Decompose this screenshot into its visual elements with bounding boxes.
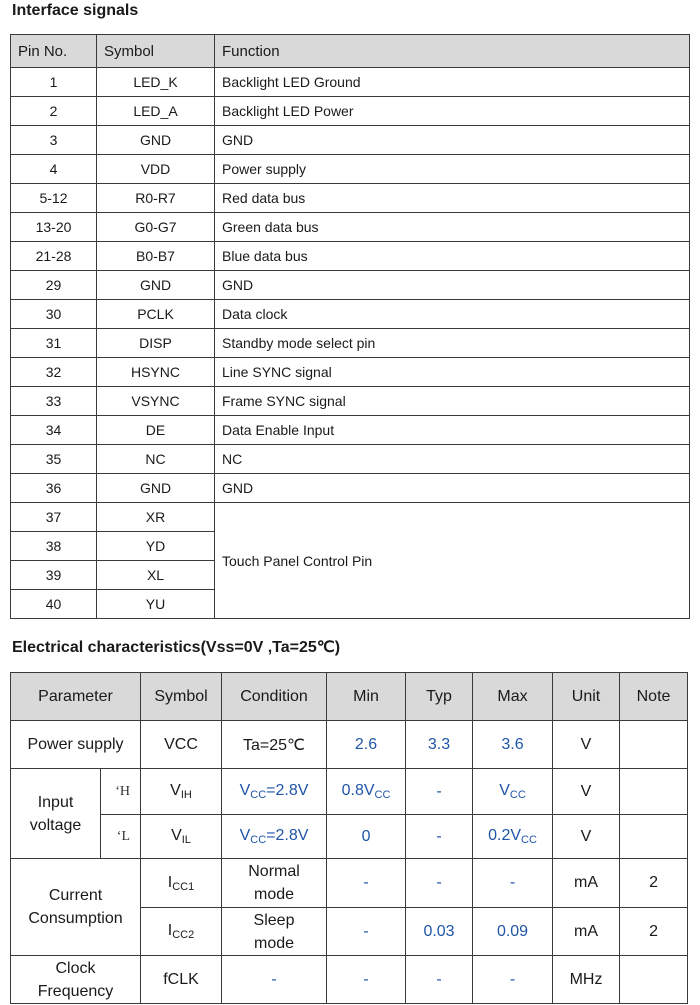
- cond-line: Normal: [248, 863, 300, 880]
- interface-signals-table: [10, 34, 690, 619]
- pin-row: [11, 68, 690, 97]
- pin-function: Power supply: [215, 155, 690, 184]
- pin-symbol: GND: [97, 126, 215, 155]
- header-max: Max: [473, 673, 553, 721]
- symbol-main: V: [170, 782, 181, 799]
- param-line: Input: [37, 793, 74, 811]
- pin-row: [11, 503, 690, 532]
- pin-symbol: YU: [97, 590, 215, 619]
- cond-main: V: [239, 782, 251, 799]
- row-power-supply: [11, 721, 688, 769]
- param-current-consumption: [11, 859, 141, 956]
- row-clock-frequency: [11, 956, 688, 1004]
- pin-number: 31: [11, 329, 97, 358]
- pin-symbol: G0-G7: [97, 213, 215, 242]
- min-value: -: [327, 908, 406, 956]
- pin-number: 30: [11, 300, 97, 329]
- interface-signals-body: [11, 68, 690, 619]
- pin-row: [11, 416, 690, 445]
- max-value: [473, 815, 553, 859]
- pin-symbol: R0-R7: [97, 184, 215, 213]
- pin-number: 38: [11, 532, 97, 561]
- header-condition: Condition: [222, 673, 327, 721]
- note-value: 2: [620, 908, 688, 956]
- min-main: 0.8V: [341, 782, 375, 799]
- min-value: 2.6: [327, 721, 406, 769]
- pin-row: [11, 329, 690, 358]
- header-pin-no: Pin No.: [11, 35, 97, 68]
- symbol-fclk: fCLK: [141, 956, 222, 1004]
- symbol-main: I: [167, 922, 173, 939]
- pin-symbol: NC: [97, 445, 215, 474]
- row-input-voltage-high: [11, 769, 688, 815]
- symbol-vil: [141, 815, 222, 859]
- pin-symbol: XR: [97, 503, 215, 532]
- note-value: [620, 721, 688, 769]
- table-header-row: [11, 35, 690, 68]
- interface-signals-title: Interface signals: [12, 2, 139, 19]
- pin-number: 32: [11, 358, 97, 387]
- header-min: Min: [327, 673, 406, 721]
- max-main: V: [499, 782, 510, 799]
- pin-symbol: HSYNC: [97, 358, 215, 387]
- pin-row: [11, 358, 690, 387]
- pin-row: [11, 155, 690, 184]
- pin-number: 21-28: [11, 242, 97, 271]
- pin-function: GND: [215, 474, 690, 503]
- max-value: [473, 769, 553, 815]
- cond-line: Sleep: [253, 911, 295, 929]
- pin-function: Backlight LED Ground: [215, 68, 690, 97]
- min-sub: CC: [374, 789, 391, 801]
- pin-number: 3: [11, 126, 97, 155]
- note-value: [620, 769, 688, 815]
- header-parameter: Parameter: [11, 673, 141, 721]
- symbol-sub: CC1: [172, 880, 195, 893]
- min-value: -: [327, 956, 406, 1004]
- pin-function: Backlight LED Power: [215, 97, 690, 126]
- max-value: -: [473, 956, 553, 1004]
- pin-number: 39: [11, 561, 97, 590]
- pin-number: 40: [11, 590, 97, 619]
- pin-function: GND: [215, 126, 690, 155]
- header-unit: Unit: [553, 673, 620, 721]
- unit-value: V: [553, 769, 620, 815]
- pin-number: 35: [11, 445, 97, 474]
- pin-row: [11, 97, 690, 126]
- pin-number: 37: [11, 503, 97, 532]
- max-main: 0.2V: [488, 827, 522, 844]
- table-header-row: [11, 673, 688, 721]
- max-sub: CC: [509, 789, 526, 801]
- pin-row: [11, 474, 690, 503]
- cond-rest: =2.8V: [266, 782, 309, 799]
- electrical-characteristics-table: [10, 672, 688, 1004]
- header-note: Note: [620, 673, 688, 721]
- note-value: 2: [620, 859, 688, 908]
- pin-symbol: PCLK: [97, 300, 215, 329]
- pin-function: Frame SYNC signal: [215, 387, 690, 416]
- typ-value: -: [406, 859, 473, 908]
- max-sub: CC: [521, 834, 537, 846]
- pin-symbol: LED_K: [97, 68, 215, 97]
- pin-number: 33: [11, 387, 97, 416]
- pin-function: Data Enable Input: [215, 416, 690, 445]
- typ-value: -: [406, 956, 473, 1004]
- header-function: Function: [215, 35, 690, 68]
- pin-function-touch: Touch Panel Control Pin: [215, 503, 690, 619]
- pin-row: [11, 184, 690, 213]
- unit-value: MHz: [553, 956, 620, 1004]
- cond-sub: CC: [250, 834, 267, 846]
- pin-symbol: XL: [97, 561, 215, 590]
- pin-symbol: YD: [97, 532, 215, 561]
- pin-symbol: DE: [97, 416, 215, 445]
- symbol-sub: IL: [181, 834, 191, 846]
- symbol-vih: [141, 769, 222, 815]
- symbol-sub: CC2: [172, 929, 195, 941]
- condition-normal-mode: [222, 859, 327, 908]
- typ-value: -: [406, 815, 473, 859]
- pin-row: [11, 242, 690, 271]
- param-clock-frequency: [11, 956, 141, 1004]
- param-input-voltage: [11, 769, 101, 859]
- cond-line: mode: [254, 886, 295, 903]
- param-line: Clock: [55, 959, 96, 977]
- pin-function: Standby mode select pin: [215, 329, 690, 358]
- pin-symbol: DISP: [97, 329, 215, 358]
- input-low-label: ‘L: [101, 815, 141, 859]
- input-high-label: ‘H: [101, 769, 141, 815]
- unit-value: V: [553, 721, 620, 769]
- pin-symbol: VSYNC: [97, 387, 215, 416]
- pin-symbol: GND: [97, 474, 215, 503]
- pin-function: Data clock: [215, 300, 690, 329]
- unit-value: mA: [553, 859, 620, 908]
- symbol-icc1: [141, 859, 222, 908]
- symbol-main: I: [167, 873, 173, 891]
- pin-number: 5-12: [11, 184, 97, 213]
- pin-row: [11, 126, 690, 155]
- max-value: 3.6: [473, 721, 553, 769]
- typ-value: -: [406, 769, 473, 815]
- condition-vcc: [222, 769, 327, 815]
- cond-rest: =2.8V: [266, 827, 309, 844]
- electrical-characteristics-title: Electrical characteristics(Vss=0V ,Ta=25℃): [12, 639, 341, 656]
- note-value: [620, 815, 688, 859]
- pin-symbol: VDD: [97, 155, 215, 184]
- param-line: Current: [48, 887, 103, 904]
- pin-function: Red data bus: [215, 184, 690, 213]
- param-power-supply: Power supply: [11, 721, 141, 769]
- pin-symbol: B0-B7: [97, 242, 215, 271]
- condition-value: -: [222, 956, 327, 1004]
- pin-function: Blue data bus: [215, 242, 690, 271]
- cond-line: mode: [254, 934, 295, 952]
- cond-sub: CC: [250, 789, 267, 801]
- pin-function: Green data bus: [215, 213, 690, 242]
- row-current-normal: [11, 859, 688, 908]
- condition-ta: Ta=25℃: [222, 721, 327, 769]
- header-symbol: Symbol: [141, 673, 222, 721]
- symbol-sub: IH: [180, 789, 192, 801]
- min-value: [327, 769, 406, 815]
- pin-function: Line SYNC signal: [215, 358, 690, 387]
- max-value: 0.09: [473, 908, 553, 956]
- header-symbol: Symbol: [97, 35, 215, 68]
- cond-main: V: [239, 827, 251, 844]
- symbol-icc2: [141, 908, 222, 956]
- pin-row: [11, 213, 690, 242]
- pin-number: 13-20: [11, 213, 97, 242]
- header-typ: Typ: [406, 673, 473, 721]
- pin-row: [11, 300, 690, 329]
- max-value: -: [473, 859, 553, 908]
- pin-number: 34: [11, 416, 97, 445]
- symbol-main: V: [171, 827, 182, 844]
- condition-sleep-mode: [222, 908, 327, 956]
- pin-number: 29: [11, 271, 97, 300]
- pin-number: 1: [11, 68, 97, 97]
- min-value: -: [327, 859, 406, 908]
- param-line: Consumption: [28, 910, 123, 927]
- pin-function: GND: [215, 271, 690, 300]
- pin-symbol: GND: [97, 271, 215, 300]
- pin-row: [11, 445, 690, 474]
- typ-value: 3.3: [406, 721, 473, 769]
- pin-function: NC: [215, 445, 690, 474]
- row-input-voltage-low: [11, 815, 688, 859]
- param-line: voltage: [29, 816, 82, 834]
- typ-value: 0.03: [406, 908, 473, 956]
- param-line: Frequency: [37, 982, 114, 1000]
- symbol-vcc: VCC: [141, 721, 222, 769]
- condition-vcc: [222, 815, 327, 859]
- unit-value: V: [553, 815, 620, 859]
- pin-number: 2: [11, 97, 97, 126]
- min-value: 0: [327, 815, 406, 859]
- pin-number: 36: [11, 474, 97, 503]
- pin-symbol: LED_A: [97, 97, 215, 126]
- note-value: [620, 956, 688, 1004]
- pin-number: 4: [11, 155, 97, 184]
- unit-value: mA: [553, 908, 620, 956]
- pin-row: [11, 271, 690, 300]
- pin-row: [11, 387, 690, 416]
